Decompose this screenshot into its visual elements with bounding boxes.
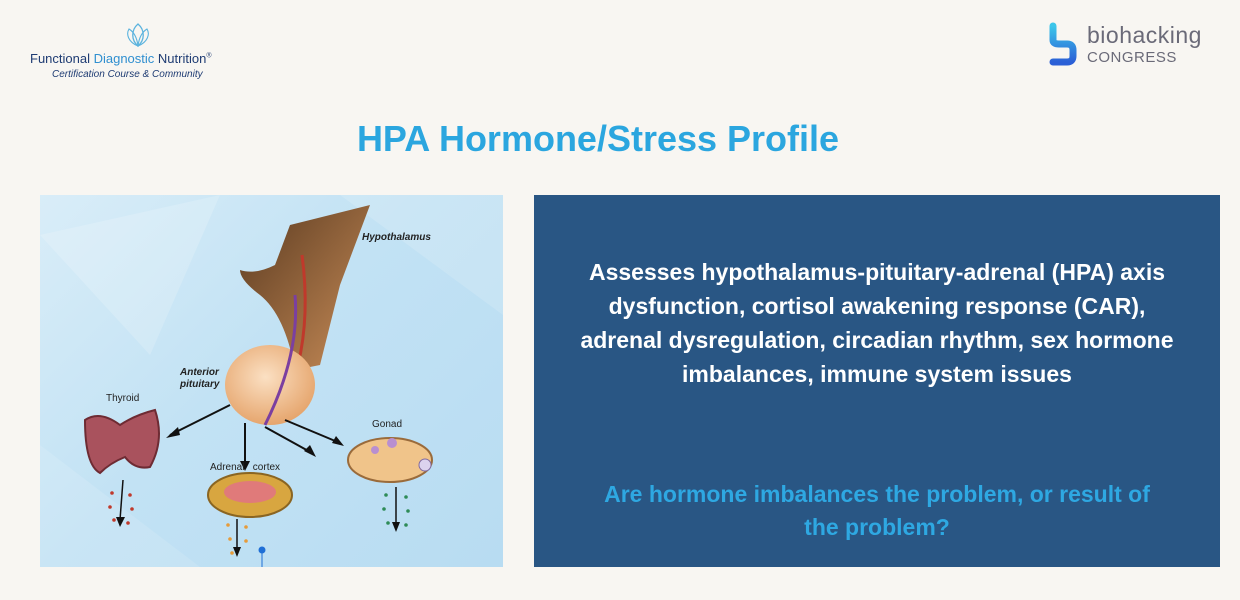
page-title: HPA Hormone/Stress Profile: [356, 118, 840, 159]
hpa-axis-illustration: [40, 195, 503, 567]
thyroid-shape: [85, 410, 159, 473]
profile-description: Assesses hypothalamus-pituitary-adrenal (HPA) axis dysfunction, cortisol awakening response (CAR), adrenal dysregulation, circadian rhythm, sex hormone imbalances, immune system issues: [580, 259, 1174, 387]
label-hypothalamus: Hypothalamus: [362, 232, 431, 243]
lotus-logo-icon: [125, 22, 151, 48]
hpa-diagram: [40, 195, 503, 567]
fdn-name: Functional Diagnostic Nutrition®: [30, 51, 212, 66]
fdn-tagline: Certification Course & Community: [52, 69, 203, 80]
fdn-logo[interactable]: [30, 22, 270, 84]
congress-wordmark: CONGRESS: [1087, 49, 1177, 66]
biohacking-s-icon: [1045, 22, 1081, 66]
label-gonad: Gonad: [372, 419, 403, 430]
label-anterior: Anterior: [180, 367, 219, 378]
label-adrenal-cortex: Adrenal cortex: [210, 462, 281, 473]
biohacking-logo[interactable]: [1045, 22, 1225, 70]
label-thyroid: Thyroid: [106, 393, 140, 404]
label-pituitary: pituitary: [180, 379, 220, 390]
key-question: Are hormone imbalances the problem, or result of the problem?: [604, 481, 1150, 540]
info-panel: [534, 195, 1220, 567]
biohacking-wordmark: biohacking: [1087, 22, 1202, 48]
